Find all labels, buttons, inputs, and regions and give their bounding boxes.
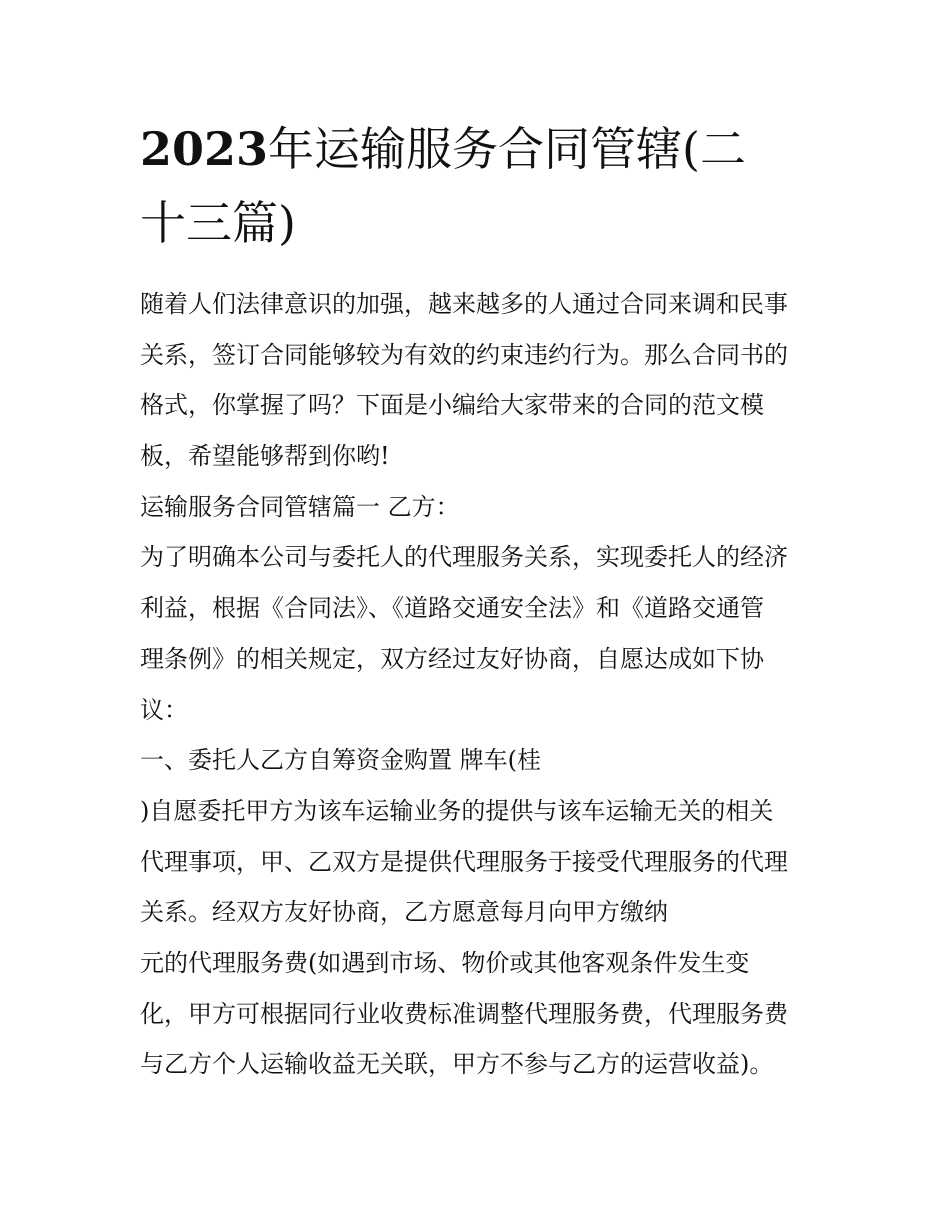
document-title <box>140 112 820 260</box>
text-line: 板，希望能够帮到你哟! <box>140 442 390 471</box>
text-line: 关系。经双方友好协商，乙方愿意每月向甲方缴纳 <box>140 898 668 927</box>
document-body <box>140 279 820 1090</box>
text-line: 议： <box>140 695 188 724</box>
title-line-2 <box>140 186 820 260</box>
text-line: 代理事项，甲、乙双方是提供代理服务于接受代理服务的代理 <box>140 847 788 876</box>
section-heading: 运输服务合同管辖篇一 乙方： <box>140 492 460 521</box>
text-line: 随着人们法律意识的加强，越来越多的人通过合同来调和民事 <box>140 290 788 318</box>
title-text-2: 十三篇) <box>140 196 296 250</box>
text-line: 元的代理服务费(如遇到市场、物价或其他客观条件发生变 <box>140 948 750 977</box>
text-line: 化，甲方可根据同行业收费标准调整代理服务费，代理服务费 <box>140 999 788 1028</box>
text-line: 为了明确本公司与委托人的代理服务关系，实现委托人的经济 <box>140 543 788 572</box>
text-line: )自愿委托甲方为该车运输业务的提供与该车运输无关的相关 <box>140 796 774 825</box>
title-year: 2023 <box>140 122 269 176</box>
title-text-1: 年运输服务合同管辖(二 <box>268 122 746 176</box>
title-line-1 <box>140 112 820 186</box>
clause-heading: 一、委托人乙方自筹资金购置 牌车(桂 <box>140 746 541 775</box>
text-line: 理条例》的相关规定，双方经过友好协商，自愿达成如下协 <box>140 644 764 673</box>
text-line: 利益，根据《合同法》、《道路交通安全法》和《道路交通管 <box>140 594 764 623</box>
text-line: 关系，签订合同能够较为有效的约束违约行为。那么合同书的 <box>140 340 788 369</box>
text-line: 与乙方个人运输收益无关联，甲方不参与乙方的运营收益)。 <box>140 1050 774 1079</box>
text-line: 格式，你掌握了吗？下面是小编给大家带来的合同的范文模 <box>140 391 764 420</box>
